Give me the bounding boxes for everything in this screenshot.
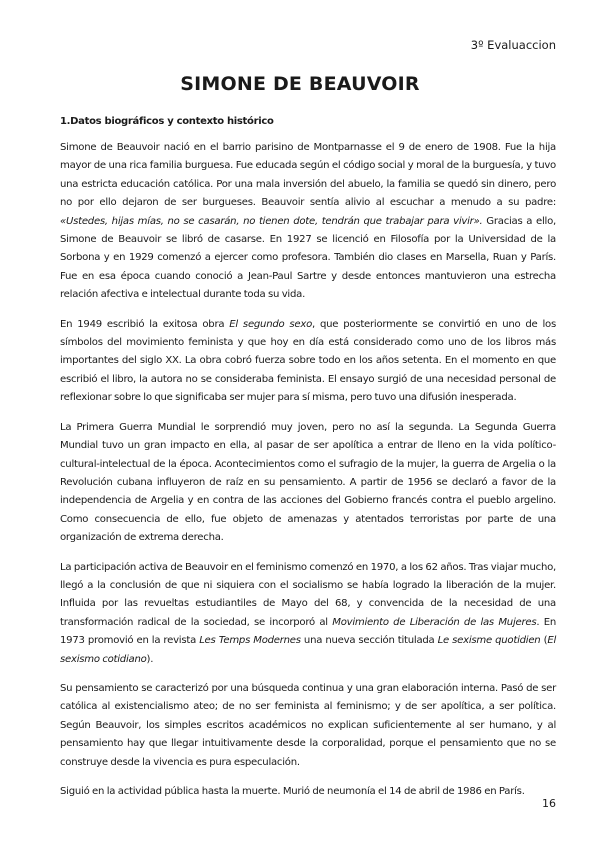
paragraph-text: Simone de Beauvoir nació en el barrio parisino de Montparnasse el 9 de enero de 1908. Fue la hija mayor de una rica familia burguesa. Fue educada según el código social y moral de la burguesía, y tuvo una estricta educación católica. Por una mala inversión del abuelo, la familia se quedó sin dinero, pero no por ello dejaron de ser burgueses. Beauvoir sentía alivio al escuchar a menudo a su padre: [60, 142, 556, 209]
paragraph-text: En 1949 escribió la exitosa obra [60, 318, 230, 330]
paragraph-thought: Su pensamiento se caracterizó por una búsqueda continua y una gran elaboración interna. Pasó de ser católica al existencialismo ateo; de no ser feminista al feminismo; y de ser apolítica, a ser política. Según Beauvoir, los simples escritos académicos no explican suficientemente al ser humano, y al pensamiento hay que llegar intuitivamente desde la corporalidad, porque el pensamiento que no se construye desde la vivencia es pura especulación. [60, 682, 556, 768]
section-title-es: El sexismo cotidiano [60, 635, 556, 665]
paragraph-text: , que posteriormente se convirtió en uno de los símbolos del movimiento feminista y que hoy en día está considerado como uno de los libros más importantes del siglo XX. La obra cobró fuerza sobre todo en los años setenta. En el momento en que escribió el libro, la autora no se consideraba feminista. El ensayo surgió de una necesidad personal de reflexionar sobre lo que significaba ser mujer para sí misma, pero tuvo una difusión inesperada. [60, 318, 556, 404]
paragraph-biography [60, 139, 556, 305]
paragraph-text: Gracias a ello, Simone de Beauvoir se libró de casarse. En 1927 se licenció en Filosofía por la Universidad de la Sorbona y en 1929 comenzó a ejercer como profesora. También dio clases en Marsella, Ruan y París. Fue en esa época cuando conoció a Jean-Paul Sartre y desde entonces mantuvieron una estrecha relación afectiva e intelectual durante toda su vida. [60, 215, 556, 301]
movement-name: Movimiento de Liberación de las Mujeres [332, 616, 537, 628]
paragraph-text: una nueva sección titulada [300, 635, 438, 647]
body-text [60, 139, 556, 812]
paragraph-text: ). [146, 653, 154, 665]
paragraph-death: Siguió en la actividad pública hasta la muerte. Murió de neumonía el 14 de abril de 1986 en París. [60, 786, 525, 797]
section-title-fr: Le sexisme quotidien [437, 635, 541, 647]
paragraph-wars: La Primera Guerra Mundial le sorprendió muy joven, pero no así la segunda. La Segunda Guerra Mundial tuvo un gran impacto en ella, al pasar de ser apolítica a entrar de lleno en la vida político-cultural-intelectual de la época. Acontecimientos como el sufragio de la mujer, la guerra de Argelia o la Revolución cubana influyeron de raíz en su pensamiento. A partir de 1956 se declaró a favor de la independencia de Argelia y en contra de las acciones del Gobierno francés contra el pueblo argelino. Como consecuencia de ello, fue objeto de amenazas y atentados terroristas por parte de una organización de extrema derecha. [60, 421, 556, 544]
paragraph-second-sex [60, 316, 556, 408]
paragraph-feminism [60, 559, 556, 669]
section-heading: 1.Datos biográficos y contexto histórico [60, 116, 274, 127]
paragraph-text: . En 1973 promovió en la revista [60, 616, 556, 647]
paragraph-text: ( [540, 635, 548, 647]
page-title: SIMONE DE BEAUVOIR [180, 73, 420, 95]
page-number: 16 [542, 797, 556, 810]
paragraph-text: La participación activa de Beauvoir en el feminismo comenzó en 1970, a los 62 años. Tras viajar mucho, llegó a la conclusión de que ni siquiera con el socialismo se había logrado la liberación de la mujer. Influida por las revueltas estudiantiles de Mayo del 68, y convencida de la necesidad de una transformación radical de la sociedad, se incorporó al [60, 561, 556, 628]
running-head: 3º Evaluaccion [470, 38, 556, 52]
book-title: El segundo sexo [229, 318, 313, 330]
father-quote: «Ustedes, hijas mías, no se casarán, no tienen dote, tendrán que trabajar para vivir». [60, 215, 483, 227]
magazine-name: Les Temps Modernes [199, 635, 301, 647]
